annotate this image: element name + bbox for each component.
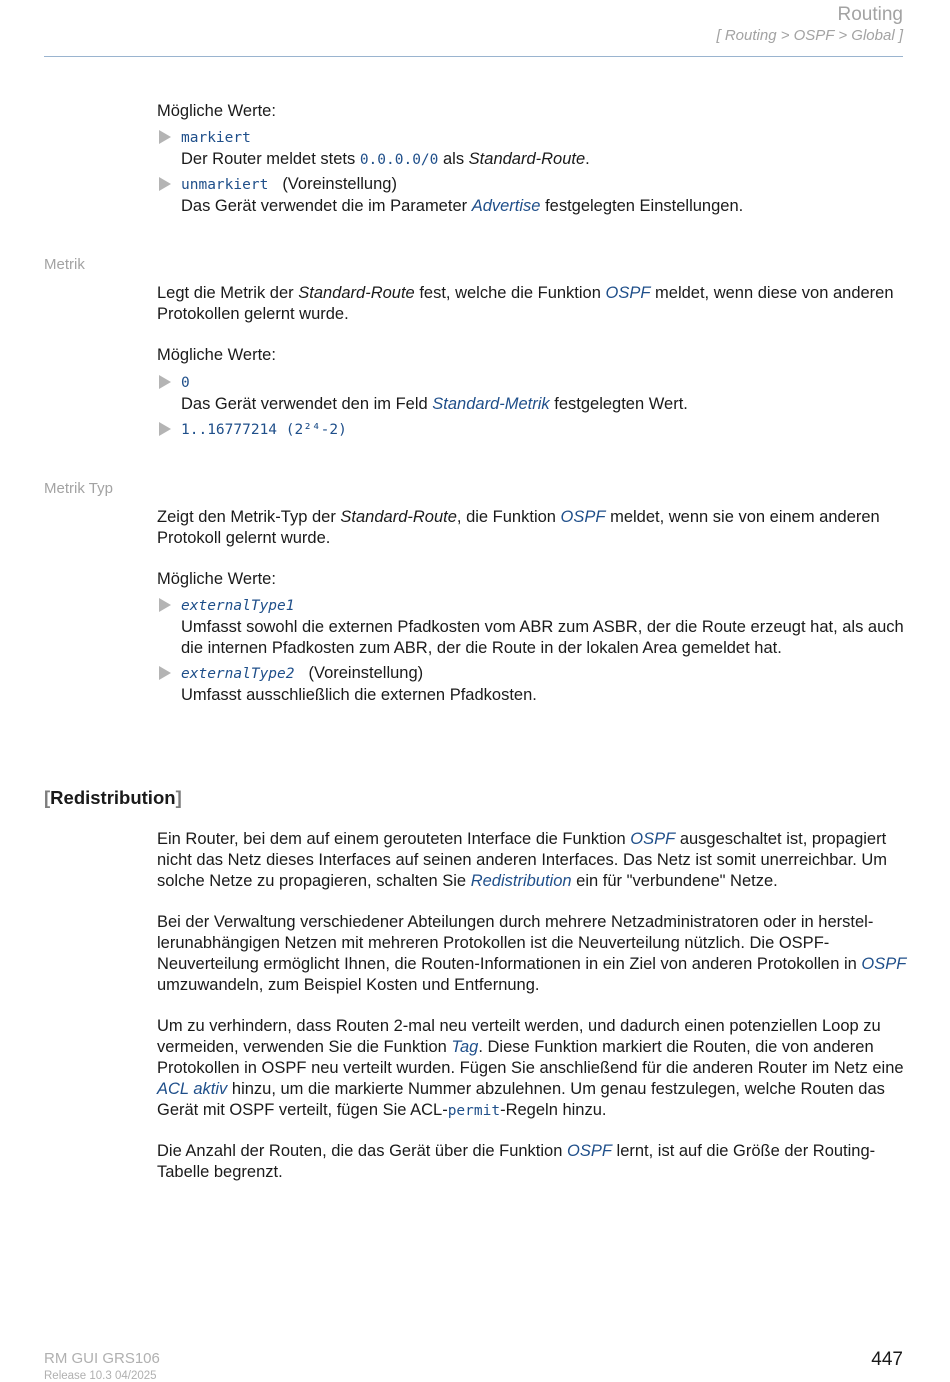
value-description: Umfasst ausschließlich die externen Pfadkosten. [181, 686, 537, 704]
header-divider [44, 56, 903, 57]
value-code: unmarkiert [181, 177, 269, 193]
possible-values-label: Mögliche Werte: [157, 102, 276, 120]
metrik-description: Legt die Metrik der Standard-Route fest, welche die Funktion OSPF meldet, wenn diese von anderen Protokollen gelernt wurde. [157, 284, 894, 323]
metrik-typ-description: Zeigt den Metrik-Typ der Standard-Route, die Funktion OSPF meldet, wenn sie von einem anderen Protokoll gelernt wurde. [157, 508, 880, 547]
value-list-item [157, 595, 907, 659]
bullet-triangle-icon [159, 422, 171, 436]
value-description: Umfasst sowohl die externen Pfadkosten vom ABR zum ASBR, der die Route erzeugt hat, als auch die internen Pfadkosten zum ABR, der die Route in der lokalen Area gemeldet hat. [181, 618, 904, 657]
value-code: 1..16777214 (2²⁴-2) [181, 422, 347, 438]
value-code: externalType2 [181, 666, 295, 682]
page-number: 447 [871, 1349, 903, 1370]
value-description: Der Router meldet stets 0.0.0.0/0 als Standard-Route. [181, 150, 590, 168]
default-note: (Voreinstellung) [282, 175, 397, 193]
footer-document-name: RM GUI GRS106 [44, 1350, 160, 1367]
default-note: (Voreinstellung) [308, 664, 424, 682]
value-description: Das Gerät verwendet die im Parameter Advertise festgelegten Einstellungen. [181, 197, 744, 215]
bullet-triangle-icon [159, 375, 171, 389]
possible-values-label: Mögliche Werte: [157, 346, 276, 364]
redistribution-paragraph-4: Die Anzahl der Routen, die das Gerät über die Funktion OSPF lernt, ist auf die Größe der Routing-Tabelle begrenzt. [157, 1142, 876, 1181]
value-list-item [157, 419, 907, 441]
redistribution-paragraph-3: Um zu verhindern, dass Routen 2-mal neu verteilt werden, und dadurch einen potenziellen Loop zu vermeiden, verwenden Sie die Funktion Tag. Diese Funktion markiert die Routen, die von anderen Protokollen in OSPF neu verteilt wurden. Fügen Sie anschließend für die anderen Router im Netz eine ACL aktiv hinzu, um die markierte Nummer abzulehnen. Um genau festzulegen, welche Routen das Gerät mit OSPF verteilt, fügen Sie ACL-permit-Regeln hinzu. [157, 1017, 904, 1119]
bullet-triangle-icon [159, 666, 171, 680]
parameter-link: Standard-Metrik [432, 395, 550, 413]
value-list-item [157, 127, 907, 171]
value-list-item [157, 174, 907, 217]
running-header-breadcrumb: [ Routing > OSPF > Global ] [716, 27, 903, 44]
bullet-triangle-icon [159, 130, 171, 144]
bullet-triangle-icon [159, 598, 171, 612]
bullet-triangle-icon [159, 177, 171, 191]
value-list-item [157, 663, 907, 706]
footer-release: Release 10.3 04/2025 [44, 1370, 157, 1382]
redistribution-paragraph-2: Bei der Verwaltung verschiedener Abteilungen durch mehrere Netzadministratoren oder in herstel-lerunabhängigen Netzen mit mehreren Protokollen ist die Neuverteilung nützlich. Die OSPF-Neuverteilung ermöglicht Ihnen, die Routen-Informationen in ein Ziel von anderen Protokollen in OSPF umzuwandeln, zum Beispiel Kosten und Entfernung. [157, 913, 907, 994]
value-code: markiert [181, 130, 251, 146]
parameter-label-metrik-typ: Metrik Typ [44, 480, 113, 497]
value-code: 0 [181, 375, 190, 391]
section-heading-redistribution: [Redistribution] [44, 787, 182, 808]
running-header-title: Routing [837, 4, 903, 25]
parameter-label-metrik: Metrik [44, 256, 85, 273]
possible-values-label: Mögliche Werte: [157, 570, 276, 588]
value-code: externalType1 [181, 598, 295, 614]
value-description: Das Gerät verwendet den im Feld Standard-Metrik festgelegten Wert. [181, 395, 688, 413]
parameter-link: Advertise [471, 197, 541, 215]
value-list-item [157, 372, 907, 415]
redistribution-paragraph-1: Ein Router, bei dem auf einem gerouteten Interface die Funktion OSPF ausgeschaltet ist, propagiert nicht das Netz dieses Interfaces auf seinen anderen Interfaces. Das Netz ist somit unerreichbar. Um solche Netze zu propagieren, schalten Sie Redistribution ein für "verbundene" Netze. [157, 830, 888, 890]
